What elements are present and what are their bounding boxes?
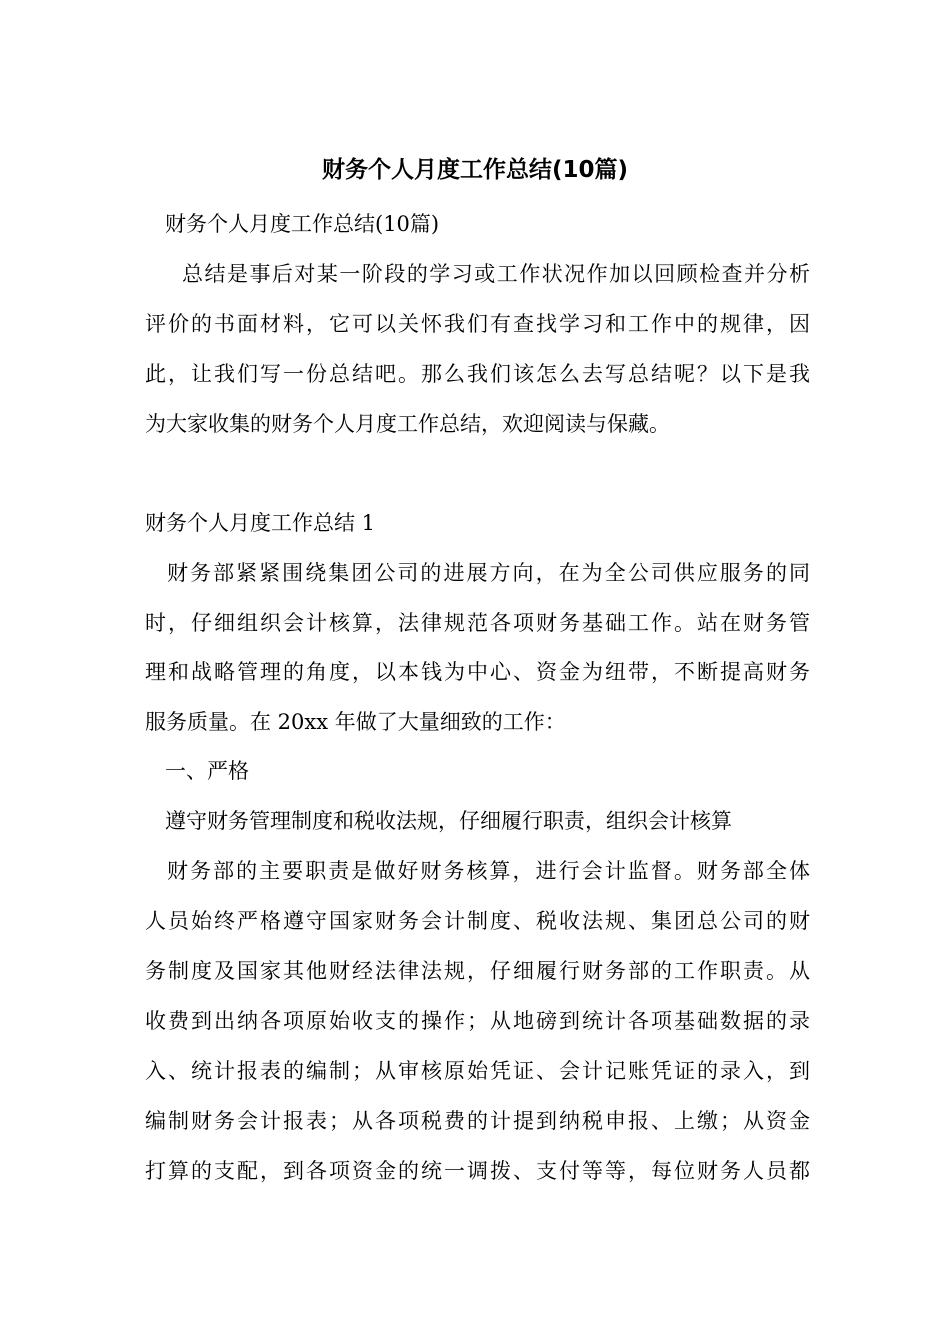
document-title: 财务个人月度工作总结(10篇) bbox=[321, 157, 629, 183]
intro-line: 此，让我们写一份总结吧。那么我们该怎么去写总结呢？以下是我 bbox=[145, 362, 810, 386]
paragraph-line: 入、统计报表的编制；从审核原始凭证、会计记账凭证的录入，到 bbox=[145, 1059, 810, 1083]
paragraph-line: 人员始终严格遵守国家财务会计制度、税收法规、集团总公司的财 bbox=[145, 909, 810, 933]
paragraph-line: 服务质量。在 20xx 年做了大量细致的工作： bbox=[145, 710, 566, 734]
paragraph-line: 收费到出纳各项原始收支的操作；从地磅到统计各项基础数据的录 bbox=[145, 1009, 810, 1033]
intro-line: 为大家收集的财务个人月度工作总结，欢迎阅读与保藏。 bbox=[145, 412, 670, 436]
intro-line: 评价的书面材料，它可以关怀我们有查找学习和工作中的规律，因 bbox=[145, 312, 810, 336]
paragraph-line: 时，仔细组织会计核算，法律规范各项财务基础工作。站在财务管 bbox=[145, 611, 810, 635]
paragraph-line: 财务部紧紧围绕集团公司的进展方向，在为全公司供应服务的同 bbox=[167, 561, 810, 585]
item-subheading: 遵守财务管理制度和税收法规，仔细履行职责，组织会计核算 bbox=[165, 809, 732, 833]
paragraph-line: 理和战略管理的角度，以本钱为中心、资金为纽带，不断提高财务 bbox=[145, 660, 810, 684]
document-subtitle: 财务个人月度工作总结(10篇) bbox=[165, 212, 440, 236]
item-heading: 一、严格 bbox=[165, 759, 249, 783]
paragraph-line: 务制度及国家其他财经法律法规，仔细履行财务部的工作职责。从 bbox=[145, 959, 810, 983]
paragraph-line: 编制财务会计报表；从各项税费的计提到纳税申报、上缴；从资金 bbox=[145, 1109, 810, 1133]
paragraph-line: 打算的支配，到各项资金的统一调拨、支付等等，每位财务人员都 bbox=[145, 1159, 810, 1183]
paragraph-line: 财务部的主要职责是做好财务核算，进行会计监督。财务部全体 bbox=[167, 859, 810, 883]
intro-line: 总结是事后对某一阶段的学习或工作状况作加以回顾检查并分析 bbox=[182, 262, 810, 286]
section-heading: 财务个人月度工作总结 1 bbox=[145, 511, 376, 535]
